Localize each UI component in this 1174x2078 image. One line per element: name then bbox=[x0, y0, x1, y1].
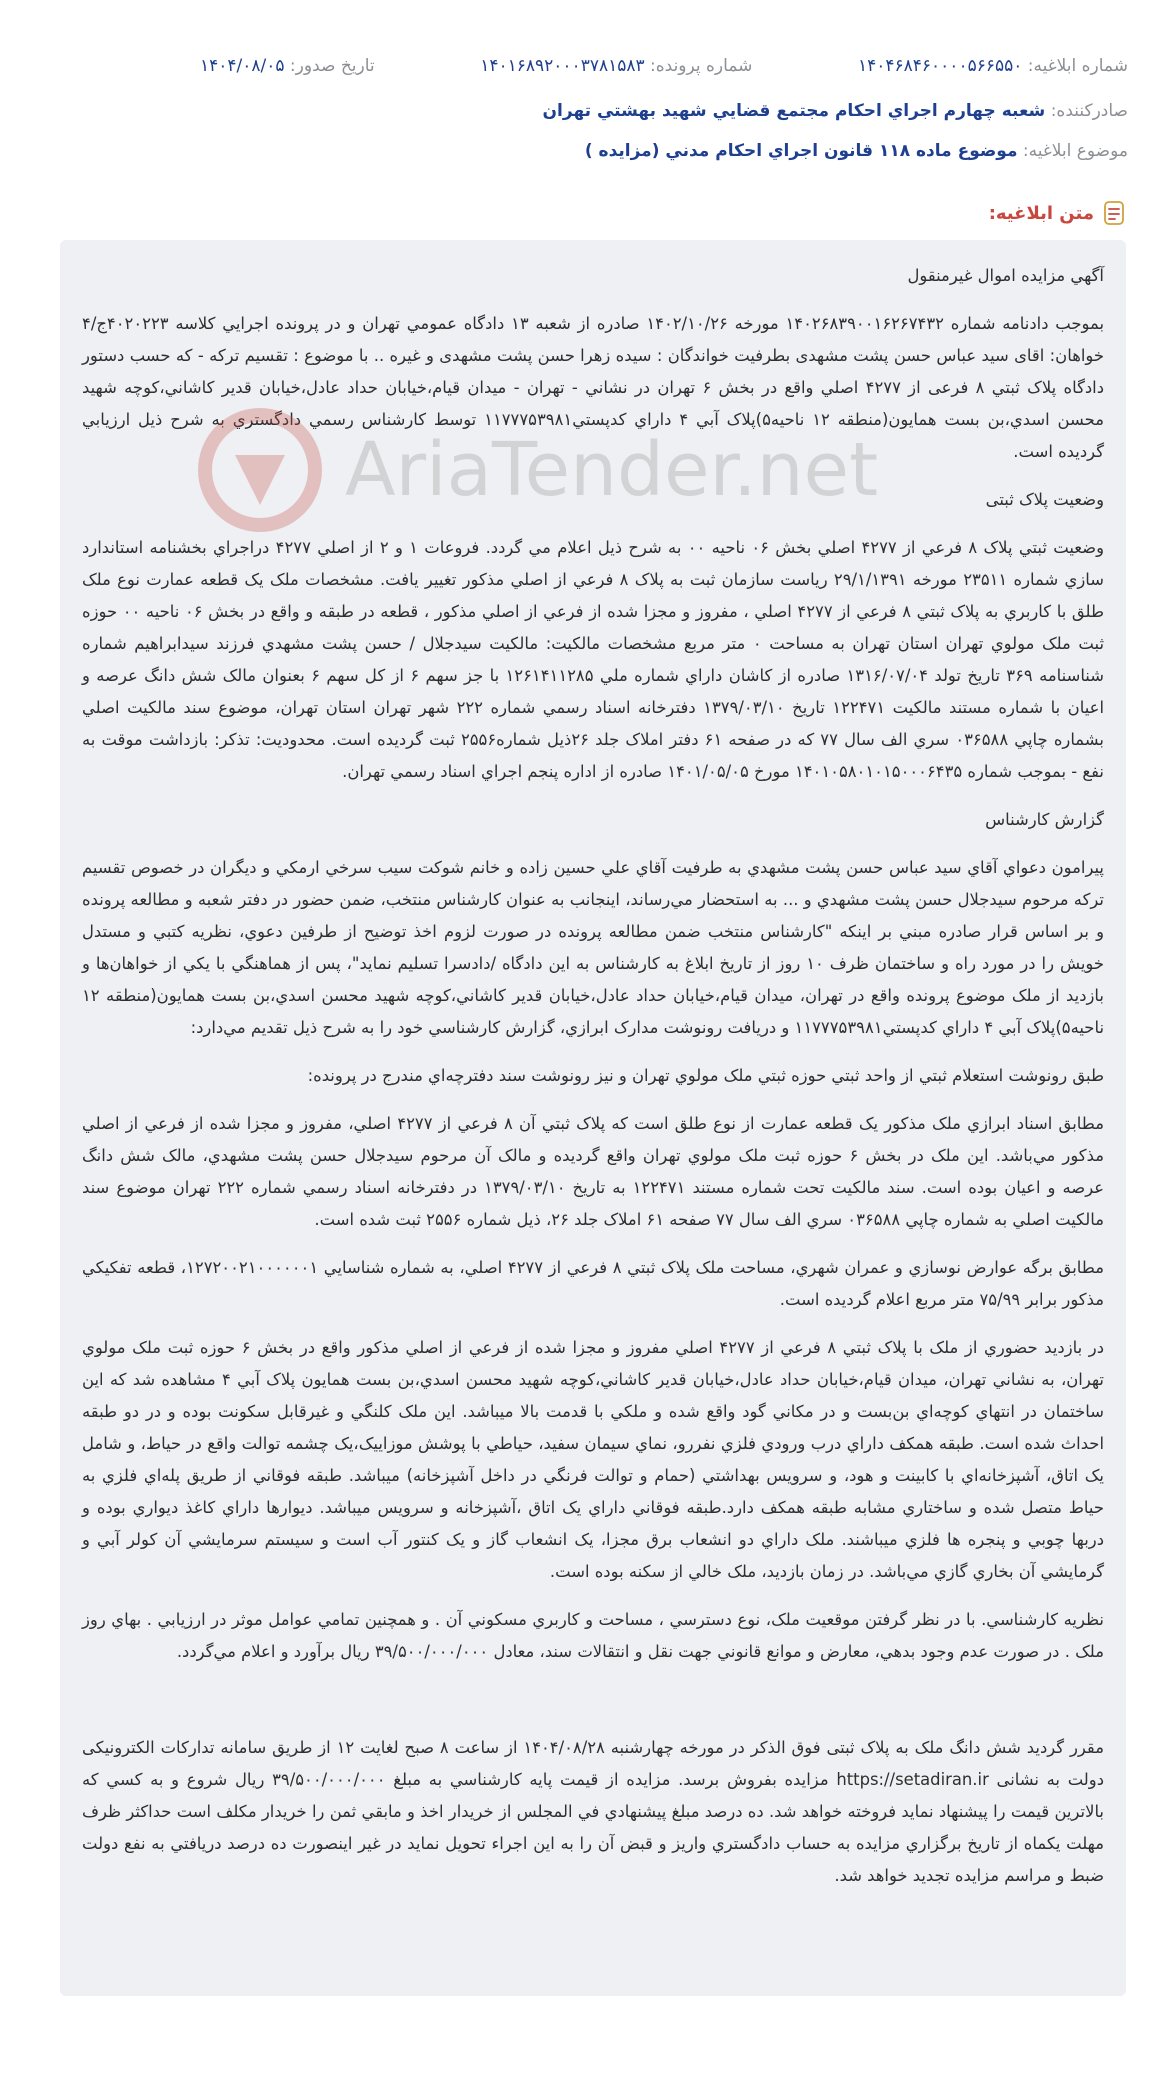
paragraph-auction-terms: مقرر گرديد شش دانگ ملک به پلاک ثبتی فوق الذکر در مورخه چهارشنبه ۱۴۰۴/۰۸/۲۸ از ساعت ۸ صبح لغايت ۱۲ از طريق سامانه تداركات الكترونيكی دولت به نشانی https://setadiran.ir مزايده بفروش برسد. مزايده از قيمت پايه کارشناسي به مبلغ ۳۹/۵۰۰/۰۰۰/۰۰۰ ريال شروع و به کسي که بالاترين قيمت را پيشنهاد نمايد فروخته خواهد شد. ده درصد مبلغ پيشنهادي في المجلس از خريدار اخذ و مابقي ثمن را خريدار مکلف است حداکثر ظرف مهلت يکماه از تاريخ برگزاري مزايده به حساب دادگستري واريز و قبض آن را به اين اجراء تحويل نمايد در غير اينصورت ده درصد دريافتي به نفع دولت ضبط و مراسم مزايده تجديد خواهد شد. bbox=[82, 1738, 1105, 1885]
heading-auction: آگهي مزايده اموال غيرمنقول bbox=[907, 266, 1104, 285]
notice-text-title: متن ابلاغيه: bbox=[988, 202, 1094, 224]
notice-body bbox=[82, 260, 1104, 1908]
notice-text-heading bbox=[989, 200, 1128, 226]
issuer-row bbox=[543, 101, 1128, 121]
paragraph-expert-intro: پيرامون دعواي آقاي سيد عباس حسن پشت مشهدي به طرفيت آقاي علي حسين زاده و خانم شوکت سيب سرخي ارمکي و ديگران در خصوص تقسيم ترکه مرحوم سيدجلال حسن پشت مشهدي و ... به استحضار مي‌رساند، اينجانب به عنوان کارشناس منتخب، ضمن حضور در دفتر شعبه و مطالعه پرونده و بر اساس قرار صادره مبني بر اينکه "کارشناس منتخب ضمن مطالعه پرونده در صورت لزوم اخذ توضيح از طرفين دعوي، نظريه کتبي و مستدل خويش را در مورد راه و ساختمان ظرف ۱۰ روز از تاريخ ابلاغ به کارشناس به اين دادگاه /دادسرا تسليم نمايد"، پس از هماهنگي با يکي از خواهان‌ها و بازديد از ملک موضوع پرونده واقع در تهران، ميدان قيام،خيابان حداد عادل،خيابان قدير کاشاني،کوچه شهيد محسن اسدي،بن بست همايون(منطقه ۱۲ ناحيه۵)پلاک آبي ۴ داراي کدپستي۱۱۷۷۷۵۳۹۸۱ و دريافت رونوشت مدارک ابرازي، گزارش کارشناسي خود را به شرح ذيل تقديم مي‌دارد: bbox=[82, 858, 1105, 1037]
header-meta-row bbox=[200, 56, 1128, 76]
issue-date-value: ۱۴۰۴/۰۸/۰۵ bbox=[200, 56, 285, 76]
paragraph-registry-inquiry: طبق رونوشت استعلام ثبتي از واحد ثبتي حوزه ثبتي ملک مولوي تهران و نيز رونوشت سند دفترچه‌اي مندرج در پرونده: bbox=[307, 1066, 1104, 1085]
paragraph-inspection: در بازديد حضوري از ملک با پلاک ثبتي ۸ فرعي از ۴۲۷۷ اصلي مفروز و مجزا شده از فرعي از اصلي مذکور واقع در بخش ۶ حوزه ثبت ملک مولوي تهران، به نشاني تهران، ميدان قيام،خيابان حداد عادل،خيابان قدير کاشاني،کوچه شهيد محسن اسدي،بن بست همايون پلاک آبي ۴ مشاهده شد که اين ساختمان در انتهاي کوچه‌اي بن‌بست و در مکاني گود واقع شده و ملکي با قدمت بالا ميباشد. اين ملک کلنگي و غيرقابل سکونت بوده و در دو طبقه احداث شده است. طبقه همکف داراي درب ورودي فلزي نفررو، نماي سيمان سفيد، حياطي با پوشش موزاييک،يک چشمه توالت واقع در حياط، و شامل يک اتاق، آشپزخانه‌اي با کابينت و هود، و سرويس بهداشتي (حمام و توالت فرنگي در داخل آشپزخانه) ميباشد. طبقه فوقاني از طريق پله‌اي فلزي به حياط متصل شده و ساختاري مشابه طبقه همکف دارد.طبقه فوقاني داراي يک اتاق ،آشپزخانه و سرويس ميباشد. ديوارها داراي کاغذ ديواري بوده و دربها چوبي و پنجره ها فلزي ميباشند. ملک داراي دو انشعاب برق مجزا، يک انشعاب گاز و يک کنتور آب است و سيستم سرمايشي آن کولر آبي و گرمايشي آن بخاري گازي مي‌باشد. در زمان بازديد، ملک خالي از سکنه بوده است. bbox=[82, 1338, 1105, 1581]
notice-number-label: شماره ابلاغيه: bbox=[1027, 56, 1128, 76]
issuer-value: شعبه چهارم اجراي احکام مجتمع قضايي شهيد بهشتي تهران bbox=[542, 101, 1046, 121]
paragraph-deed-details: مطابق اسناد ابرازي ملک مذکور يک قطعه عمارت از نوع طلق است که پلاک ثبتي آن ۸ فرعي از ۴۲۷۷ اصلي، مفروز و مجزا شده از فرعي از اصلي مذکور مي‌باشد. اين ملک در بخش ۶ حوزه ثبت ملک مولوي تهران واقع گرديده و مالک آن مرحوم سيدجلال حسن پشت مشهدي، مالک شش دانگ عرصه و اعيان بوده است. سند مالکيت تحت شماره مستند ۱۲۲۴۷۱ به تاريخ ۱۳۷۹/۰۳/۱۰ در دفترخانه اسناد رسمي شماره ۲۲۲ تهران موضوع سند مالکيت اصلي به شماره چاپي ۰۳۶۵۸۸ سري الف سال ۷۷ صفحه ۶۱ املاک جلد ۲۶، ذيل شماره ۲۵۵۶ ثبت شده است. bbox=[82, 1114, 1105, 1229]
issuer-label: صادرکننده: bbox=[1050, 101, 1128, 121]
spacer bbox=[82, 1684, 1104, 1732]
notice-number bbox=[858, 56, 1128, 76]
watermark-text: AriaTender.net bbox=[345, 427, 879, 513]
notice-body-panel bbox=[60, 240, 1126, 1996]
paragraph-verdict: بموجب دادنامه شماره ۱۴۰۲۶۸۳۹۰۰۱۶۲۶۷۴۳۲ مورخه ۱۴۰۲/۱۰/۲۶ صادره از شعبه ۱۳ دادگاه عمومي تهران و در پرونده اجرايي کلاسه ۴۰۲۰۲۲۳ج/۴ خواهان: اقاى سيد عباس حسن پشت مشهدى بطرفيت خواندگان : سيده زهرا حسن پشت مشهدى و غيره .. با موضوع : تقسيم ترکه - که حسب دستور دادگاه پلاک ثبتي ۸ فرعى از ۴۲۷۷ اصلي واقع در بخش ۶ تهران در نشاني - تهران - ميدان قيام،خيابان حداد عادل،خيابان قدير کاشاني،کوچه شهيد محسن اسدي،بن بست همايون(منطقه ۱۲ ناحيه۵)پلاک آبي ۴ داراي کدپستي۱۱۷۷۷۵۳۹۸۱ توسط کارشناس رسمي دادگستري به شرح ذيل ارزيابي گرديده است. bbox=[82, 314, 1105, 461]
paragraph-area: مطابق برگه عوارض نوسازي و عمران شهري، مساحت ملک پلاک ثبتي ۸ فرعي از ۴۲۷۷ اصلي، به شماره شناسايي ۱۲۷۲۰۰۲۱۰۰۰۰۰۰۱، قطعه تفکيکي مذکور برابر ۷۵/۹۹ متر مربع اعلام گرديده است. bbox=[82, 1258, 1105, 1309]
issue-date-label: تاريخ صدور: bbox=[289, 56, 375, 76]
heading-expert-report: گزارش کارشناس bbox=[985, 810, 1104, 829]
subject-value: موضوع ماده ۱۱۸ قانون اجراي احکام مدني (مزايده ) bbox=[584, 141, 1018, 161]
subject-row bbox=[585, 141, 1128, 161]
paragraph-valuation: نظريه کارشناسي. با در نظر گرفتن موقعيت ملک، نوع دسترسي ، مساحت و کاربري مسکوني آن . و همچنين تمامي عوامل موثر در ارزيابي . بهاي روز ملک . در صورت عدم وجود بدهي، معارض و موانع قانوني جهت نقل و انتقالات سند، معادل ۳۹/۵۰۰/۰۰۰/۰۰۰ ريال برآورد و اعلام مي‌گردد. bbox=[82, 1610, 1104, 1661]
paragraph-registration: وضعيت ثبتي پلاک ۸ فرعي از ۴۲۷۷ اصلي بخش ۰۶ ناحيه ۰۰ به شرح ذيل اعلام مي گردد. فروعات ۱ و ۲ از اصلي ۴۲۷۷ دراجراي بخشنامه استاندارد سازي شماره ۲۳۵۱۱ مورخه ۲۹/۱/۱۳۹۱ رياست سازمان ثبت به پلاک ۸ فرعي از اصلي مذکور تغيير يافت. مشخصات ملک يک قطعه عمارت نوع ملک طلق با کاربري به پلاک ثبتي ۸ فرعي از ۴۲۷۷ اصلي ، مفروز و مجزا شده از فرعي از اصلي مذکور ، قطعه در طبقه و واقع در بخش ۰۶ ناحيه ۰۰ حوزه ثبت ملک مولوي تهران استان تهران به مساحت ۰ متر مربع مشخصات مالکيت: مالکيت سيدجلال / حسن پشت مشهدي فرزند سيدابراهيم شماره شناسنامه ۳۶۹ تاريخ تولد ۱۳۱۶/۰۷/۰۴ صادره از کاشان داراي شماره ملي ۱۲۶۱۴۱۱۲۸۵ با جز سهم ۶ از کل سهم ۶ بعنوان مالک شش دانگ عرصه و اعيان با شماره مستند مالکيت ۱۲۲۴۷۱ تاريخ ۱۳۷۹/۰۳/۱۰ دفترخانه اسناد رسمي شماره ۲۲۲ شهر تهران استان تهران، موضوع سند مالکيت اصلي بشماره چاپي ۰۳۶۵۸۸ سري الف سال ۷۷ که در صفحه ۶۱ دفتر املاک جلد ۲۶ذيل شماره۲۵۵۶ ثبت گرديده است. محدوديت: تذکر: بازداشت موقت به نفع - بموجب شماره ۱۴۰۱۰۵۸۰۱۰۱۵۰۰۰۶۴۳۵ مورخ ۱۴۰۱/۰۵/۰۵ صادره از اداره پنجم اجراي اسناد رسمي تهران. bbox=[82, 538, 1105, 781]
heading-registration-status: وضعيت پلاک ثبتی bbox=[985, 490, 1104, 509]
issue-date bbox=[200, 56, 375, 76]
case-number-value: ۱۴۰۱۶۸۹۲۰۰۰۳۷۸۱۵۸۳ bbox=[480, 56, 645, 76]
document-icon bbox=[1102, 200, 1128, 226]
case-number-label: شماره پرونده: bbox=[650, 56, 753, 76]
subject-label: موضوع ابلاغيه: bbox=[1022, 141, 1128, 161]
notice-number-value: ۱۴۰۴۶۸۴۶۰۰۰۰۵۶۶۵۵۰ bbox=[858, 56, 1023, 76]
case-number bbox=[480, 56, 752, 76]
